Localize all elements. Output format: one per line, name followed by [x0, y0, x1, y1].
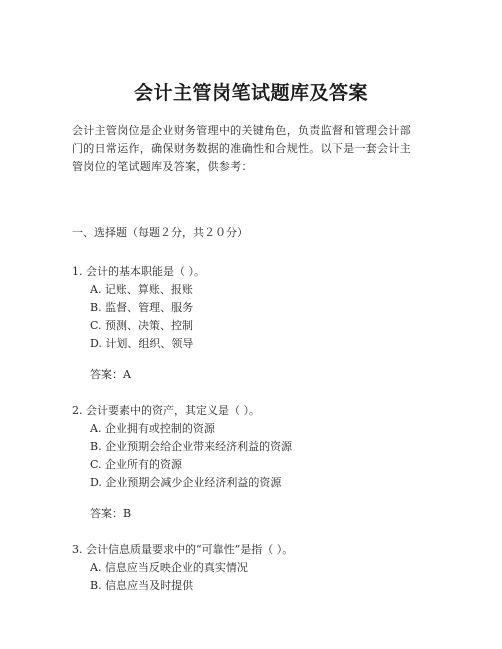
question-option: A. 企业拥有或控制的资源: [90, 422, 215, 435]
question-option: C. 企业所有的资源: [90, 458, 183, 471]
section-heading: 一、选择题（每题２分，共２０分）: [72, 226, 248, 239]
intro-line: 门的日常运作，确保财务数据的准确性和合规性。以下是一套会计主: [72, 142, 411, 155]
intro-line: 会计主管岗位是企业财务管理中的关键角色，负责监督和管理会计部: [72, 124, 411, 137]
question-option: D. 企业预期会减少企业经济利益的资源: [90, 476, 282, 489]
question-option: B. 企业预期会给企业带来经济利益的资源: [90, 440, 293, 453]
question-stem: 1. 会计的基本职能是（ ）。: [72, 265, 205, 278]
question-option: A. 记账、算账、报账: [90, 283, 193, 296]
question-option: A. 信息应当反映企业的真实情况: [90, 561, 248, 574]
question-option: C. 预测、决策、控制: [90, 319, 194, 332]
document-title: 会计主管岗笔试题库及答案: [133, 82, 368, 104]
question-stem: 2. 会计要素中的资产，其定义是（ ）。: [72, 404, 260, 417]
intro-line: 管岗位的笔试题库及答案，供参考：: [72, 160, 253, 173]
answer-text: 答案：B: [90, 507, 132, 520]
question-stem: 3. 会计信息质量要求中的“可靠性”是指（ ）。: [72, 543, 294, 556]
question-option: B. 监督、管理、服务: [90, 301, 194, 314]
answer-text: 答案：A: [90, 368, 131, 381]
question-option: D. 计划、组织、领导: [90, 337, 194, 350]
question-option: B. 信息应当及时提供: [90, 579, 194, 592]
intro-paragraph: [72, 122, 432, 176]
